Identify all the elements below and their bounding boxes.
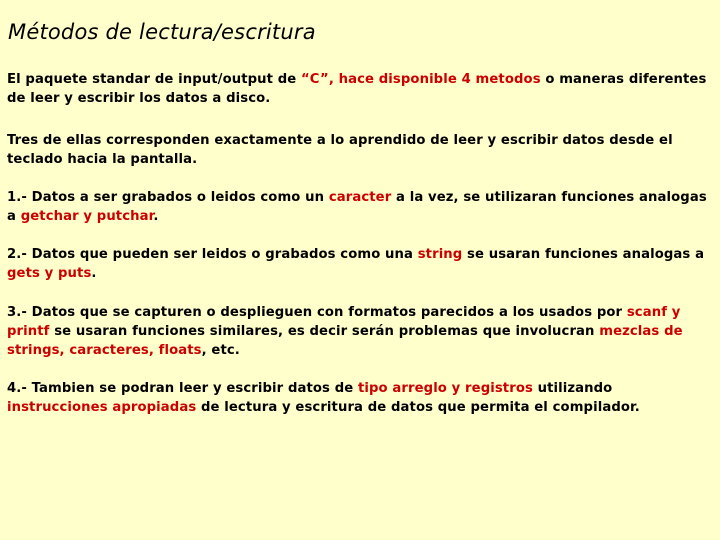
text-segment: 4.- Tambien se podran leer y escribir datos de bbox=[7, 381, 358, 396]
text-segment: . bbox=[153, 209, 159, 224]
text-segment: se usaran funciones analogas a bbox=[462, 247, 705, 262]
text-segment: utilizando bbox=[532, 381, 613, 396]
text-segment: 2.- Datos que pueden ser leidos o grabados como una bbox=[7, 247, 418, 262]
highlighted-text: “C”, hace disponible 4 metodos bbox=[301, 72, 541, 87]
text-segment: . bbox=[91, 266, 97, 281]
text-segment: de lectura y escritura de datos que permita el compilador. bbox=[196, 400, 640, 415]
text-segment: a la vez, se utilizaran funciones analogas a bbox=[7, 190, 707, 224]
text-segment: 3.- Datos que se capturen o desplieguen con formatos parecidos a los usados por bbox=[7, 305, 627, 320]
paragraph-three-methods bbox=[7, 131, 713, 169]
highlighted-text: gets y puts bbox=[7, 266, 92, 281]
paragraph-item-1 bbox=[7, 188, 713, 226]
highlighted-text: instrucciones apropiadas bbox=[7, 400, 197, 415]
highlighted-text: string bbox=[417, 247, 463, 262]
highlighted-text: scanf y printf bbox=[7, 305, 681, 339]
slide-title: Métodos de lectura/escritura bbox=[8, 20, 316, 44]
highlighted-text: getchar y putchar bbox=[20, 209, 154, 224]
highlighted-text: mezclas de strings, caracteres, floats bbox=[7, 324, 683, 358]
text-segment: Tres de ellas corresponden exactamente a lo aprendido de leer y escribir datos desde el teclado hacia la pantalla. bbox=[7, 133, 673, 167]
text-segment: o maneras diferentes de leer y escribir los datos a disco. bbox=[7, 72, 707, 106]
text-segment: El paquete standar de input/output de bbox=[7, 72, 302, 87]
paragraph-item-3 bbox=[7, 303, 713, 360]
paragraph-item-4 bbox=[7, 379, 713, 417]
highlighted-text: tipo arreglo y registros bbox=[357, 381, 533, 396]
paragraph-intro bbox=[7, 70, 713, 108]
paragraph-item-2 bbox=[7, 245, 713, 283]
highlighted-text: caracter bbox=[328, 190, 392, 205]
text-segment: , etc. bbox=[201, 343, 240, 358]
text-segment: 1.- Datos a ser grabados o leidos como un bbox=[7, 190, 329, 205]
text-segment: se usaran funciones similares, es decir serán problemas que involucran bbox=[49, 324, 600, 339]
